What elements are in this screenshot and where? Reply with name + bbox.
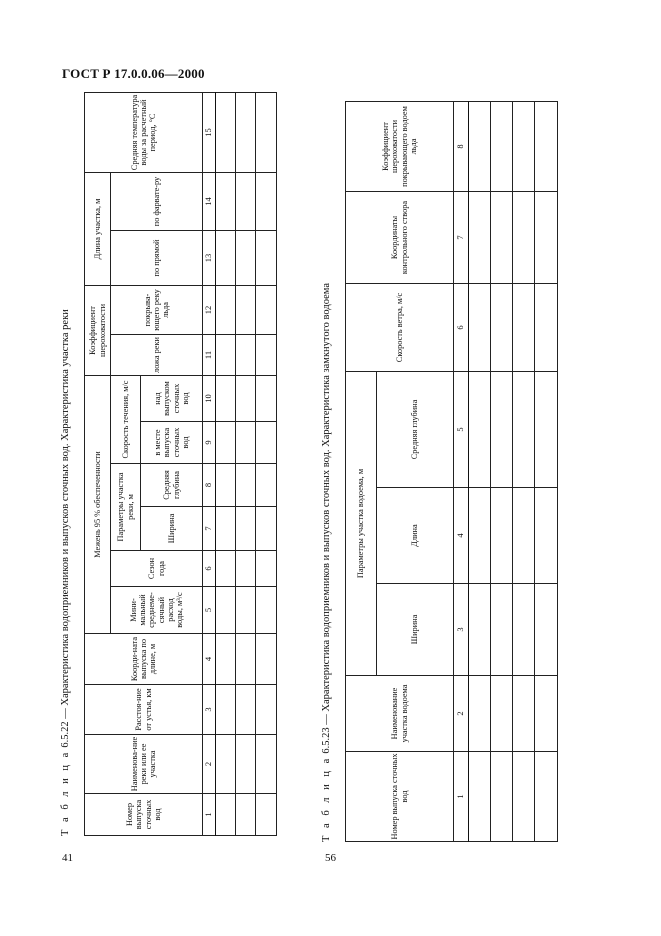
column-number: 9	[203, 422, 216, 464]
table-cell	[490, 584, 512, 676]
table-cell	[236, 507, 256, 551]
table-cell	[256, 335, 277, 376]
table-cell	[216, 376, 236, 422]
table-cell	[490, 371, 512, 487]
table-cell	[468, 283, 490, 371]
table-cell	[512, 283, 534, 371]
column-number: 4	[203, 634, 216, 685]
col-header-river-params: Параметры участка реки, м	[111, 464, 141, 551]
column-number: 6	[454, 283, 468, 371]
col-header-river-name: Наименова-ние реки или ее участка	[85, 735, 203, 794]
col-header-ice-cover: покрыва-ющего реку льда	[111, 286, 203, 335]
table-cell	[236, 376, 256, 422]
col-header-water-body-name: Наименование участка водоема	[346, 676, 454, 752]
table-6-5-22-rotated	[60, 92, 277, 836]
column-number: 5	[203, 587, 216, 634]
table-cell	[216, 587, 236, 634]
table-row-empty	[256, 93, 277, 836]
col-header-wind-speed: Скорость ветра, м/с	[346, 283, 454, 371]
table-cell	[256, 551, 277, 587]
table-6-5-23	[345, 101, 558, 842]
col-header-flow-speed: Скорость течения, м/с	[111, 376, 141, 464]
table-cell	[512, 584, 534, 676]
col-header-water-body-params: Параметры участка водоема, м	[346, 371, 377, 675]
col-header-length: Длина	[376, 488, 453, 584]
table-cell	[216, 422, 236, 464]
table-cell	[534, 191, 557, 283]
col-header-coordinate: Коорди-ната выпуска по длине, м	[85, 634, 203, 685]
table-6-5-22-caption	[60, 309, 71, 836]
table-cell	[236, 93, 256, 173]
table-6-5-22	[84, 92, 277, 836]
column-number: 8	[454, 101, 468, 191]
table-cell	[236, 634, 256, 685]
table-cell	[216, 685, 236, 735]
page-number-left: 41	[62, 852, 73, 864]
table-row-empty	[490, 101, 512, 841]
table-cell	[512, 371, 534, 487]
table-cell	[236, 231, 256, 286]
col-header-speed-above-outlet: над выпуском сточных вод	[141, 376, 203, 422]
col-header-roughness: Коэффициент шероховатости	[85, 286, 111, 376]
table-cell	[216, 335, 236, 376]
table-row-empty	[468, 101, 490, 841]
table-row-empty	[216, 93, 236, 836]
col-header-outlet-number: Номер выпуска сточных вод	[346, 752, 454, 842]
table-cell	[216, 507, 236, 551]
column-number: 7	[203, 507, 216, 551]
table-row-empty	[512, 101, 534, 841]
col-header-mean-depth: Средняя глубина	[376, 371, 453, 487]
table-cell	[490, 676, 512, 752]
table-cell	[216, 735, 236, 794]
col-header-outlet-number: Номер выпуска сточных вод	[85, 794, 203, 836]
table-cell	[256, 685, 277, 735]
column-number: 6	[203, 551, 216, 587]
table-row-empty	[236, 93, 256, 836]
column-number: 11	[203, 335, 216, 376]
table-cell	[256, 93, 277, 173]
column-number: 15	[203, 93, 216, 173]
column-number: 3	[454, 584, 468, 676]
column-number: 3	[203, 685, 216, 735]
column-number: 14	[203, 173, 216, 231]
table-cell	[236, 685, 256, 735]
col-header-fairway: по фарвате-ру	[111, 173, 203, 231]
table-cell	[216, 464, 236, 507]
table-cell	[256, 286, 277, 335]
table-cell	[534, 752, 557, 842]
table-caption-text: 6.5.22 — Характеристика водоприемников и выпусков сточных вод. Характеристика участка реки	[60, 309, 71, 751]
table-cell	[216, 231, 236, 286]
table-cell	[256, 173, 277, 231]
table-cell	[236, 551, 256, 587]
col-header-section-length: Длина участка, м	[85, 173, 111, 286]
table-caption-prefix: Т а б л и ц а	[321, 756, 332, 842]
column-number: 2	[454, 676, 468, 752]
table-6-5-23-caption	[321, 283, 332, 842]
table-cell	[468, 752, 490, 842]
table-cell	[468, 371, 490, 487]
table-cell	[468, 584, 490, 676]
table-cell	[216, 551, 236, 587]
table-cell	[236, 173, 256, 231]
col-header-low-water: Межень 95 % обеспеченности	[85, 376, 111, 634]
table-cell	[216, 286, 236, 335]
table-cell	[468, 488, 490, 584]
table-cell	[236, 422, 256, 464]
table-cell	[236, 464, 256, 507]
table-cell	[490, 101, 512, 191]
table-cell	[534, 488, 557, 584]
table-cell	[468, 191, 490, 283]
table-cell	[216, 634, 236, 685]
table-row-empty	[534, 101, 557, 841]
col-header-mean-depth: Средняя глубина	[141, 464, 203, 507]
table-cell	[534, 283, 557, 371]
page-number-right: 56	[325, 852, 336, 864]
table-cell	[256, 422, 277, 464]
table-6-5-23-rotated	[321, 101, 558, 842]
table-cell	[256, 507, 277, 551]
table-cell	[236, 794, 256, 836]
table-cell	[236, 335, 256, 376]
column-number: 4	[454, 488, 468, 584]
table-cell	[216, 93, 236, 173]
col-header-width: Ширина	[376, 584, 453, 676]
table-cell	[256, 231, 277, 286]
table-cell	[490, 488, 512, 584]
col-header-distance: Расстоя-ние от устья, км	[85, 685, 203, 735]
table-cell	[256, 587, 277, 634]
table-cell	[468, 101, 490, 191]
table-cell	[512, 752, 534, 842]
table-cell	[236, 735, 256, 794]
table-cell	[216, 794, 236, 836]
table-caption-prefix: Т а б л и ц а	[60, 750, 71, 836]
column-number: 10	[203, 376, 216, 422]
table-cell	[490, 283, 512, 371]
column-number: 13	[203, 231, 216, 286]
col-header-season: Сезон года	[111, 551, 203, 587]
col-header-min-flow: Мини-мальный среднеме-сячный расход воды, м³/с	[111, 587, 203, 634]
table-cell	[512, 676, 534, 752]
table-cell	[236, 286, 256, 335]
table-cell	[256, 376, 277, 422]
column-number: 5	[454, 371, 468, 487]
col-header-control-coords: Координаты контрольного створа	[346, 191, 454, 283]
table-cell	[256, 794, 277, 836]
table-cell	[468, 676, 490, 752]
column-number: 7	[454, 191, 468, 283]
column-number: 12	[203, 286, 216, 335]
table-cell	[512, 101, 534, 191]
col-header-ice-roughness: Коэффициент шероховатости покрывающего водоем льда	[346, 101, 454, 191]
table-cell	[256, 735, 277, 794]
table-cell	[512, 191, 534, 283]
column-number: 1	[454, 752, 468, 842]
table-cell	[256, 634, 277, 685]
column-number: 8	[203, 464, 216, 507]
table-cell	[534, 371, 557, 487]
col-header-straight: по прямой	[111, 231, 203, 286]
table-cell	[216, 173, 236, 231]
column-number: 1	[203, 794, 216, 836]
table-cell	[534, 676, 557, 752]
col-header-width: Ширина	[141, 507, 203, 551]
table-caption-text: 6.5.23 — Характеристика водоприемников и выпусков сточных вод. Характеристика замкнутого водоема	[321, 283, 332, 757]
col-header-riverbed: ложа реки	[111, 335, 203, 376]
table-cell	[236, 587, 256, 634]
table-cell	[534, 101, 557, 191]
column-number: 2	[203, 735, 216, 794]
col-header-speed-at-outlet: в месте выпуска сточных вод	[141, 422, 203, 464]
table-cell	[490, 752, 512, 842]
document-header: ГОСТ Р 17.0.0.06—2000	[62, 66, 205, 81]
table-cell	[490, 191, 512, 283]
table-cell	[512, 488, 534, 584]
table-cell	[534, 584, 557, 676]
col-header-water-temperature: Средняя температура воды за расчетный период, °С	[85, 93, 203, 173]
table-cell	[256, 464, 277, 507]
